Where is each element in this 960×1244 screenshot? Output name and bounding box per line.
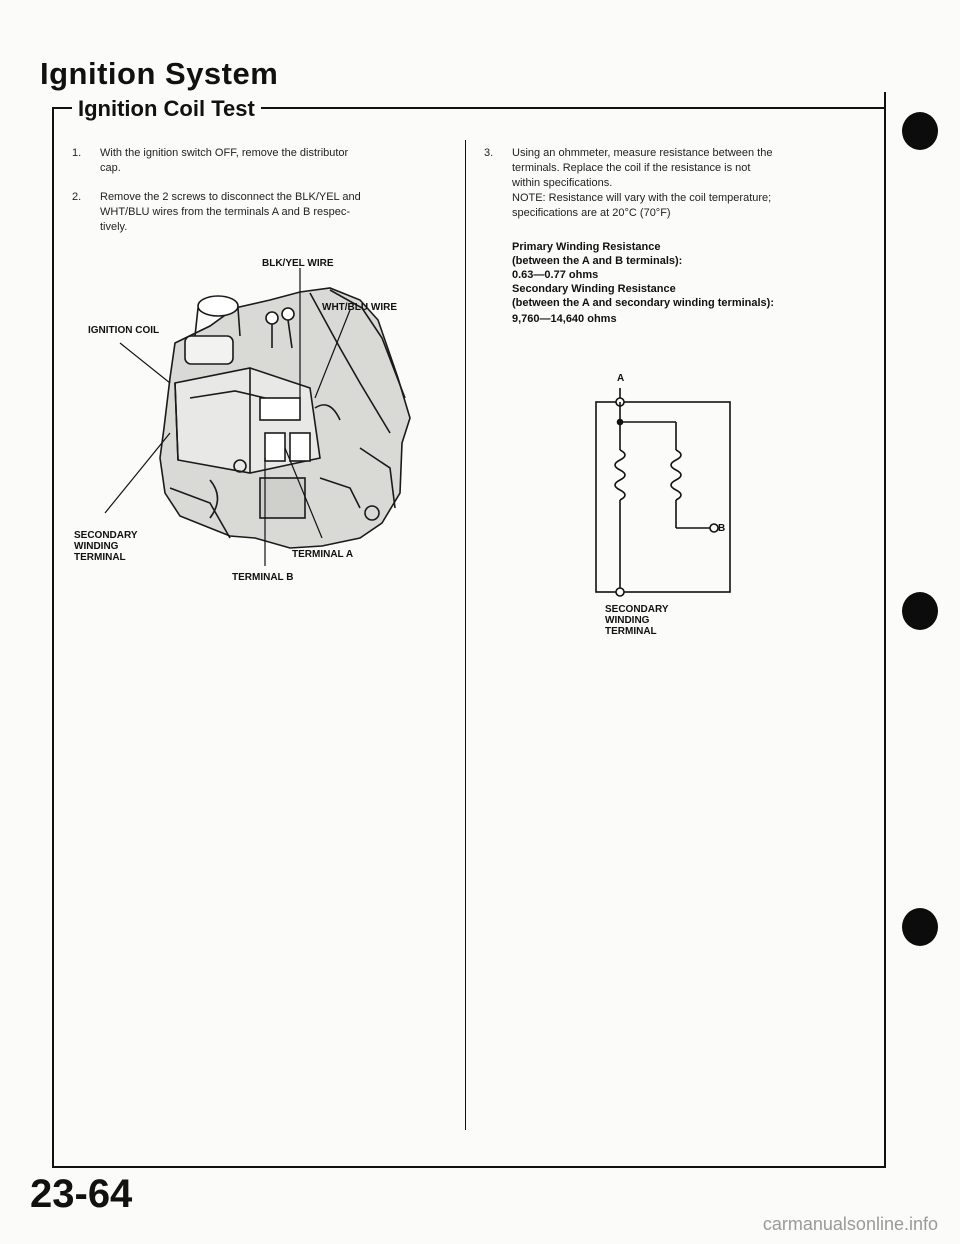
secondary-title: Secondary Winding Resistance (512, 283, 676, 295)
schematic-label-secondary-winding-terminal (605, 604, 669, 637)
secondary-value: 9,760—14,640 ohms (512, 313, 617, 325)
label-terminal-a: TERMINAL A (292, 549, 354, 560)
step-2 (72, 190, 452, 238)
label-line: WINDING (605, 615, 650, 626)
resistance-specs (512, 240, 882, 326)
label-line: TERMINAL (605, 626, 657, 637)
frame-top-right (258, 107, 884, 109)
page-number: 23-64 (30, 1172, 133, 1216)
primary-between: (between the A and B terminals): (512, 255, 683, 267)
label-line: SECONDARY (74, 530, 138, 541)
column-divider (465, 140, 466, 1130)
binder-hole-1 (902, 112, 938, 150)
secondary-between: (between the A and secondary winding terminals): (512, 297, 775, 309)
section-title: Ignition System (40, 56, 279, 91)
step-1-number: 1. (72, 147, 82, 159)
label-line: SECONDARY (605, 604, 669, 615)
primary-title: Primary Winding Resistance (512, 241, 661, 253)
step-3-line: Using an ohmmeter, measure resistance between the (512, 147, 773, 159)
schematic-label-b: B (718, 523, 726, 534)
label-wht-blu-wire: WHT/BLU WIRE (322, 302, 397, 313)
schematic-label-a: A (617, 373, 625, 384)
label-line: WINDING (74, 541, 119, 552)
label-blk-yel-wire: BLK/YEL WIRE (262, 258, 334, 269)
step-2-number: 2. (72, 191, 82, 203)
label-terminal-b: TERMINAL B (232, 572, 294, 583)
binder-hole-2 (902, 592, 938, 630)
frame-left (52, 107, 54, 1167)
frame-bottom (52, 1166, 886, 1168)
step-2-line: WHT/BLU wires from the terminals A and B respec- (100, 206, 351, 218)
step-1-line: cap. (100, 162, 121, 174)
step-3 (484, 146, 879, 226)
step-2-line: tively. (100, 221, 128, 233)
subsection-title: Ignition Coil Test (72, 96, 261, 122)
label-secondary-winding-terminal (74, 530, 138, 563)
step-1 (72, 146, 452, 178)
step-3-number: 3. (484, 147, 494, 159)
step-1-line: With the ignition switch OFF, remove the distributor (100, 147, 349, 159)
binder-hole-3 (902, 908, 938, 946)
step-2-line: Remove the 2 screws to disconnect the BLK/YEL and (100, 191, 361, 203)
frame-right (884, 92, 886, 1168)
watermark: carmanualsonline.info (762, 1214, 938, 1234)
step-3-line: terminals. Replace the coil if the resistance is not (512, 162, 751, 174)
step-3-line: NOTE: Resistance will vary with the coil temperature; (512, 192, 772, 204)
primary-value: 0.63—0.77 ohms (512, 269, 599, 281)
step-3-line: specifications are at 20°C (70°F) (512, 207, 671, 219)
coil-schematic (580, 380, 750, 610)
step-3-line: within specifications. (512, 177, 613, 189)
label-line: TERMINAL (74, 552, 126, 563)
label-ignition-coil: IGNITION COIL (88, 325, 160, 336)
